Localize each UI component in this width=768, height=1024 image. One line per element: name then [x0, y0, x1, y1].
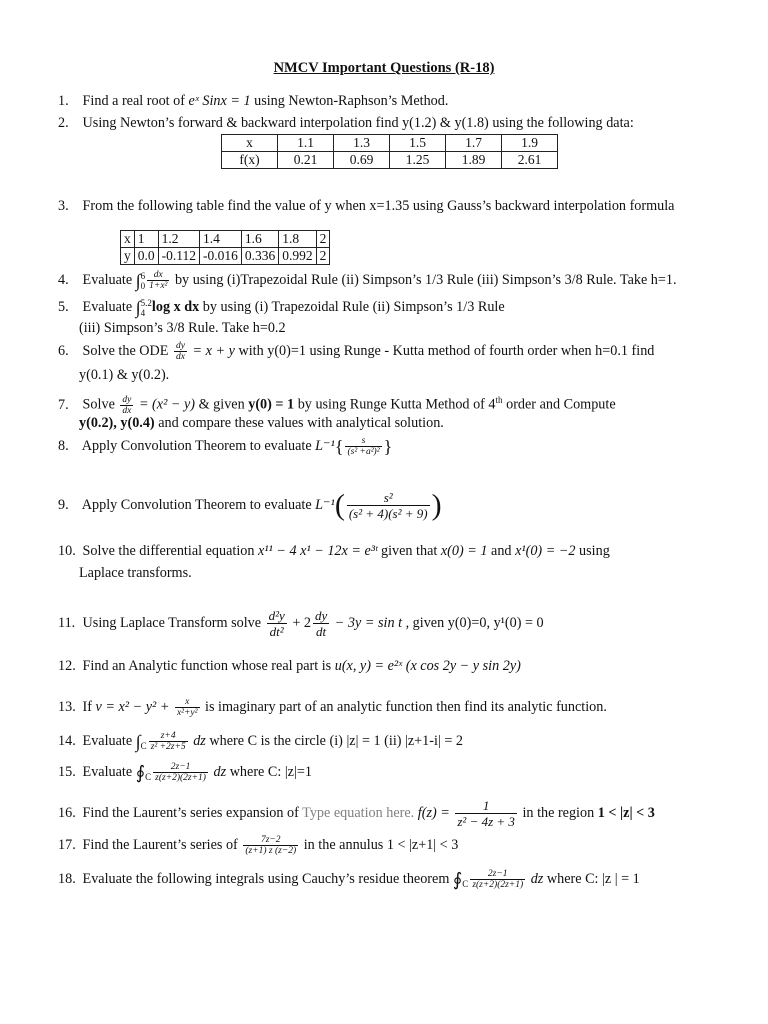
- numerator: dy: [176, 341, 185, 352]
- table-cell: 2: [316, 248, 330, 265]
- numerator: 1: [455, 798, 517, 814]
- question-10-continuation: Laplace transforms.: [79, 565, 192, 581]
- question-text: Using Newton’s forward & backward interpolation find y(1.2) & y(1.8) using the following data:: [82, 115, 634, 131]
- contour-subscript: C: [462, 878, 469, 889]
- question-text: , given y(0)=0, y¹(0) = 0: [402, 614, 544, 631]
- fraction: [243, 835, 298, 856]
- question-text: Solve the differential equation: [82, 543, 258, 559]
- question-2: [58, 113, 738, 133]
- fraction: [149, 731, 188, 752]
- numerator: z+4: [149, 731, 188, 742]
- numerator: s²: [347, 490, 430, 506]
- question-text: Evaluate: [82, 764, 136, 780]
- question-number: 9.: [58, 496, 69, 513]
- denominator: dt²: [269, 624, 284, 639]
- fraction: [455, 798, 517, 829]
- table-cell: 0.336: [241, 248, 278, 265]
- table-row: [222, 135, 558, 152]
- table-cell: 0.0: [134, 248, 158, 265]
- question-number: 17.: [58, 837, 76, 853]
- integral-symbol: ∫: [135, 297, 141, 318]
- question-text: Using Laplace Transform solve: [82, 614, 265, 631]
- question-number: 16.: [58, 804, 76, 821]
- denominator: dt: [316, 624, 327, 639]
- fraction: [153, 762, 208, 783]
- question-9: [58, 490, 738, 521]
- table-cell: 0.992: [279, 248, 316, 265]
- table-cell: y: [121, 248, 135, 265]
- denominator: x²+y²: [176, 708, 198, 719]
- question-number: 5.: [58, 299, 69, 315]
- numerator: dy: [314, 608, 328, 623]
- denominator: z² − 4z + 3: [457, 814, 515, 829]
- question-text: and compare these values with analytical solution.: [154, 415, 444, 431]
- question-text: using: [575, 543, 610, 559]
- question-text: where C: |z|=1: [226, 764, 312, 780]
- numerator: 2z−1: [470, 869, 525, 880]
- lower-limit: 0: [140, 280, 146, 291]
- question-8: [58, 436, 738, 457]
- question-text: Solve the ODE: [82, 343, 172, 359]
- question-text: and: [487, 543, 516, 559]
- math-expression: x¹¹ − 4 x¹ − 12x = e³ᵗ: [258, 543, 378, 559]
- table-cell: 1.7: [446, 135, 502, 152]
- question-text: Find the Laurent’s series of: [82, 837, 242, 853]
- denominator: (z+1) z (z−2): [245, 846, 297, 857]
- question-14: [58, 731, 738, 756]
- laplace-operator: L⁻¹: [315, 438, 335, 454]
- math-expression: − 3y = sin t: [331, 614, 403, 631]
- question-text: & given: [195, 396, 249, 413]
- denominator: dx: [176, 352, 185, 363]
- question-number: 12.: [58, 658, 76, 674]
- question-number: 14.: [58, 733, 76, 749]
- question-text: in the annulus 1 < |z+1| < 3: [300, 837, 459, 853]
- math-expression: dz: [527, 871, 544, 887]
- math-expression: = x + y: [188, 343, 235, 359]
- question-text: where C: |z | = 1: [543, 871, 640, 887]
- region-expression: 1 < |z| < 3: [597, 804, 655, 821]
- question-text: Evaluate: [82, 733, 136, 749]
- denominator: z² +2z+5: [150, 742, 186, 753]
- question-text: order and Compute: [502, 396, 616, 413]
- question-text: where C is the circle (i) |z| = 1 (ii) |z+1-i| = 2: [205, 733, 463, 749]
- contour-integral-symbol: ∮: [135, 762, 146, 783]
- denominator: dx: [122, 405, 132, 416]
- question-number: 11.: [58, 614, 76, 631]
- table-cell: 2.61: [502, 152, 558, 169]
- question-text: Find an Analytic function whose real part is: [82, 658, 335, 674]
- question-10: [58, 541, 734, 561]
- math-expression: eˣ Sinx = 1: [188, 93, 251, 109]
- question-text: Apply Convolution Theorem to evaluate: [81, 496, 316, 513]
- numerator: dy: [122, 394, 132, 405]
- math-expression: + 2: [288, 614, 311, 631]
- upper-limit: 5.2: [140, 297, 152, 308]
- table-cell: 1.1: [278, 135, 334, 152]
- contour-subscript: C: [140, 740, 147, 751]
- table-cell: 1.5: [390, 135, 446, 152]
- question-number: 7.: [58, 396, 69, 413]
- initial-condition: x(0) = 1: [440, 543, 488, 559]
- table-cell: 0.69: [334, 152, 390, 169]
- table-cell: 1.3: [334, 135, 390, 152]
- initial-condition: x¹(0) = −2: [515, 543, 576, 559]
- table-cell: x: [121, 231, 135, 248]
- table-cell: 1.89: [446, 152, 502, 169]
- initial-condition: y(0) = 1: [248, 396, 295, 413]
- math-expression: = (x² − y): [135, 396, 196, 413]
- table-cell: 1: [134, 231, 158, 248]
- math-expression: v = x² − y² +: [95, 699, 173, 715]
- math-expression: u(x, y) = e²ˣ (x cos 2y − y sin 2y): [334, 658, 521, 674]
- question-6-continuation: y(0.1) & y(0.2).: [79, 367, 170, 383]
- upper-limit: 6: [140, 270, 146, 281]
- data-table-q2: [221, 134, 558, 169]
- equation-placeholder[interactable]: Type equation here.: [302, 804, 415, 821]
- left-brace: {: [334, 436, 344, 457]
- data-table-q3: [120, 230, 330, 265]
- fraction: [147, 270, 169, 291]
- denominator: (s² + 4)(s² + 9): [348, 506, 428, 521]
- question-text: by using Runge Kutta Method of 4: [294, 396, 496, 413]
- math-expression: y(0.2), y(0.4): [79, 415, 155, 431]
- right-paren: ): [431, 488, 442, 522]
- left-paren: (: [334, 488, 345, 522]
- superscript: th: [495, 395, 503, 405]
- question-13: [58, 697, 738, 718]
- denominator: 1+x²: [149, 281, 168, 292]
- table-row: [121, 231, 330, 248]
- table-cell: -0.112: [158, 248, 199, 265]
- question-text: Evaluate: [82, 299, 136, 315]
- question-text: using Newton-Raphson’s Method.: [250, 93, 449, 109]
- numerator: 7z−2: [243, 835, 298, 846]
- math-expression: f(z) =: [414, 804, 454, 821]
- question-text: by using (i) Trapezoidal Rule (ii) Simpson’s 1/3 Rule: [199, 299, 505, 315]
- table-cell: 1.8: [279, 231, 316, 248]
- fraction: [174, 341, 187, 362]
- table-cell: 1.25: [390, 152, 446, 169]
- question-number: 13.: [58, 699, 76, 715]
- table-cell: 1.6: [241, 231, 278, 248]
- question-text: From the following table find the value of y when x=1.35 using Gauss’s backward interpolation formula: [82, 198, 675, 214]
- question-number: 3.: [58, 198, 69, 214]
- laplace-operator: L⁻¹: [315, 496, 335, 513]
- question-16: [58, 798, 738, 829]
- question-number: 4.: [58, 272, 69, 288]
- table-cell: x: [222, 135, 278, 152]
- table-row: [222, 152, 558, 169]
- question-text: is imaginary part of an analytic function then find its analytic function.: [201, 699, 607, 715]
- question-12: [58, 656, 738, 676]
- question-text: given that: [377, 543, 441, 559]
- question-text: Apply Convolution Theorem to evaluate: [81, 438, 316, 454]
- question-7-continuation: [79, 413, 444, 433]
- question-11: [58, 608, 738, 639]
- question-number: 1.: [58, 93, 69, 109]
- fraction: [347, 490, 430, 521]
- question-18: [58, 869, 738, 894]
- denominator: (s² +a²)²: [347, 447, 380, 458]
- integral-symbol: ∫: [135, 270, 141, 291]
- numerator: d²y: [268, 608, 285, 623]
- question-text: with y(0)=1 using Runge - Kutta method of fourth order when h=0.1 find: [234, 343, 655, 359]
- question-5: [58, 297, 738, 318]
- math-expression: log x dx: [151, 299, 200, 315]
- question-text: Evaluate: [82, 272, 136, 288]
- question-5-continuation: (iii) Simpson’s 3/8 Rule. Take h=0.2: [79, 320, 286, 336]
- table-row: [121, 248, 330, 265]
- contour-subscript: C: [145, 771, 152, 782]
- fraction: [267, 608, 287, 639]
- numerator: dx: [147, 270, 169, 281]
- integral-limits: [141, 298, 152, 318]
- question-4: [58, 270, 738, 291]
- integral-limits: [141, 271, 146, 291]
- table-cell: 1.9: [502, 135, 558, 152]
- fraction: [470, 869, 525, 890]
- question-number: 18.: [58, 871, 76, 887]
- lower-limit: 4: [140, 307, 146, 318]
- question-text: Evaluate the following integrals using Cauchy’s residue theorem: [82, 871, 453, 887]
- table-cell: -0.016: [200, 248, 242, 265]
- table-cell: 1.2: [158, 231, 199, 248]
- question-text: Find the Laurent’s series expansion of: [82, 804, 303, 821]
- question-3: [58, 196, 738, 216]
- question-text: by using (i)Trapezoidal Rule (ii) Simpson’s 1/3 Rule (iii) Simpson’s 3/8 Rule. Take h=1.: [171, 272, 677, 288]
- fraction: [345, 436, 381, 457]
- question-number: 8.: [58, 438, 69, 454]
- question-number: 15.: [58, 764, 76, 780]
- page-title: NMCV Important Questions (R-18): [273, 60, 495, 76]
- question-17: [58, 835, 738, 856]
- math-expression: dz: [189, 733, 206, 749]
- numerator: 2z−1: [153, 762, 208, 773]
- denominator: z(z+2)(2z+1): [155, 773, 206, 784]
- denominator: z(z+2)(2z+1): [472, 880, 524, 891]
- question-text: Find a real root of: [82, 93, 189, 109]
- right-brace: }: [383, 436, 393, 457]
- fraction: [313, 608, 329, 639]
- question-text: in the region: [518, 804, 598, 821]
- question-number: 2.: [58, 115, 69, 131]
- question-6: [58, 341, 738, 362]
- question-number: 6.: [58, 343, 69, 359]
- numerator: s: [345, 436, 381, 447]
- question-text: Solve: [82, 396, 119, 413]
- fraction: [175, 697, 200, 718]
- table-cell: 1.4: [200, 231, 242, 248]
- table-cell: f(x): [222, 152, 278, 169]
- math-expression: dz: [209, 764, 227, 780]
- question-number: 10.: [58, 543, 76, 559]
- integral-symbol: ∫: [135, 731, 141, 752]
- table-cell: 0.21: [278, 152, 334, 169]
- contour-integral-symbol: ∮: [452, 869, 463, 890]
- question-1: [58, 91, 738, 111]
- numerator: x: [175, 697, 200, 708]
- question-15: [58, 762, 738, 787]
- question-text: If: [82, 699, 96, 715]
- table-cell: 2: [316, 231, 330, 248]
